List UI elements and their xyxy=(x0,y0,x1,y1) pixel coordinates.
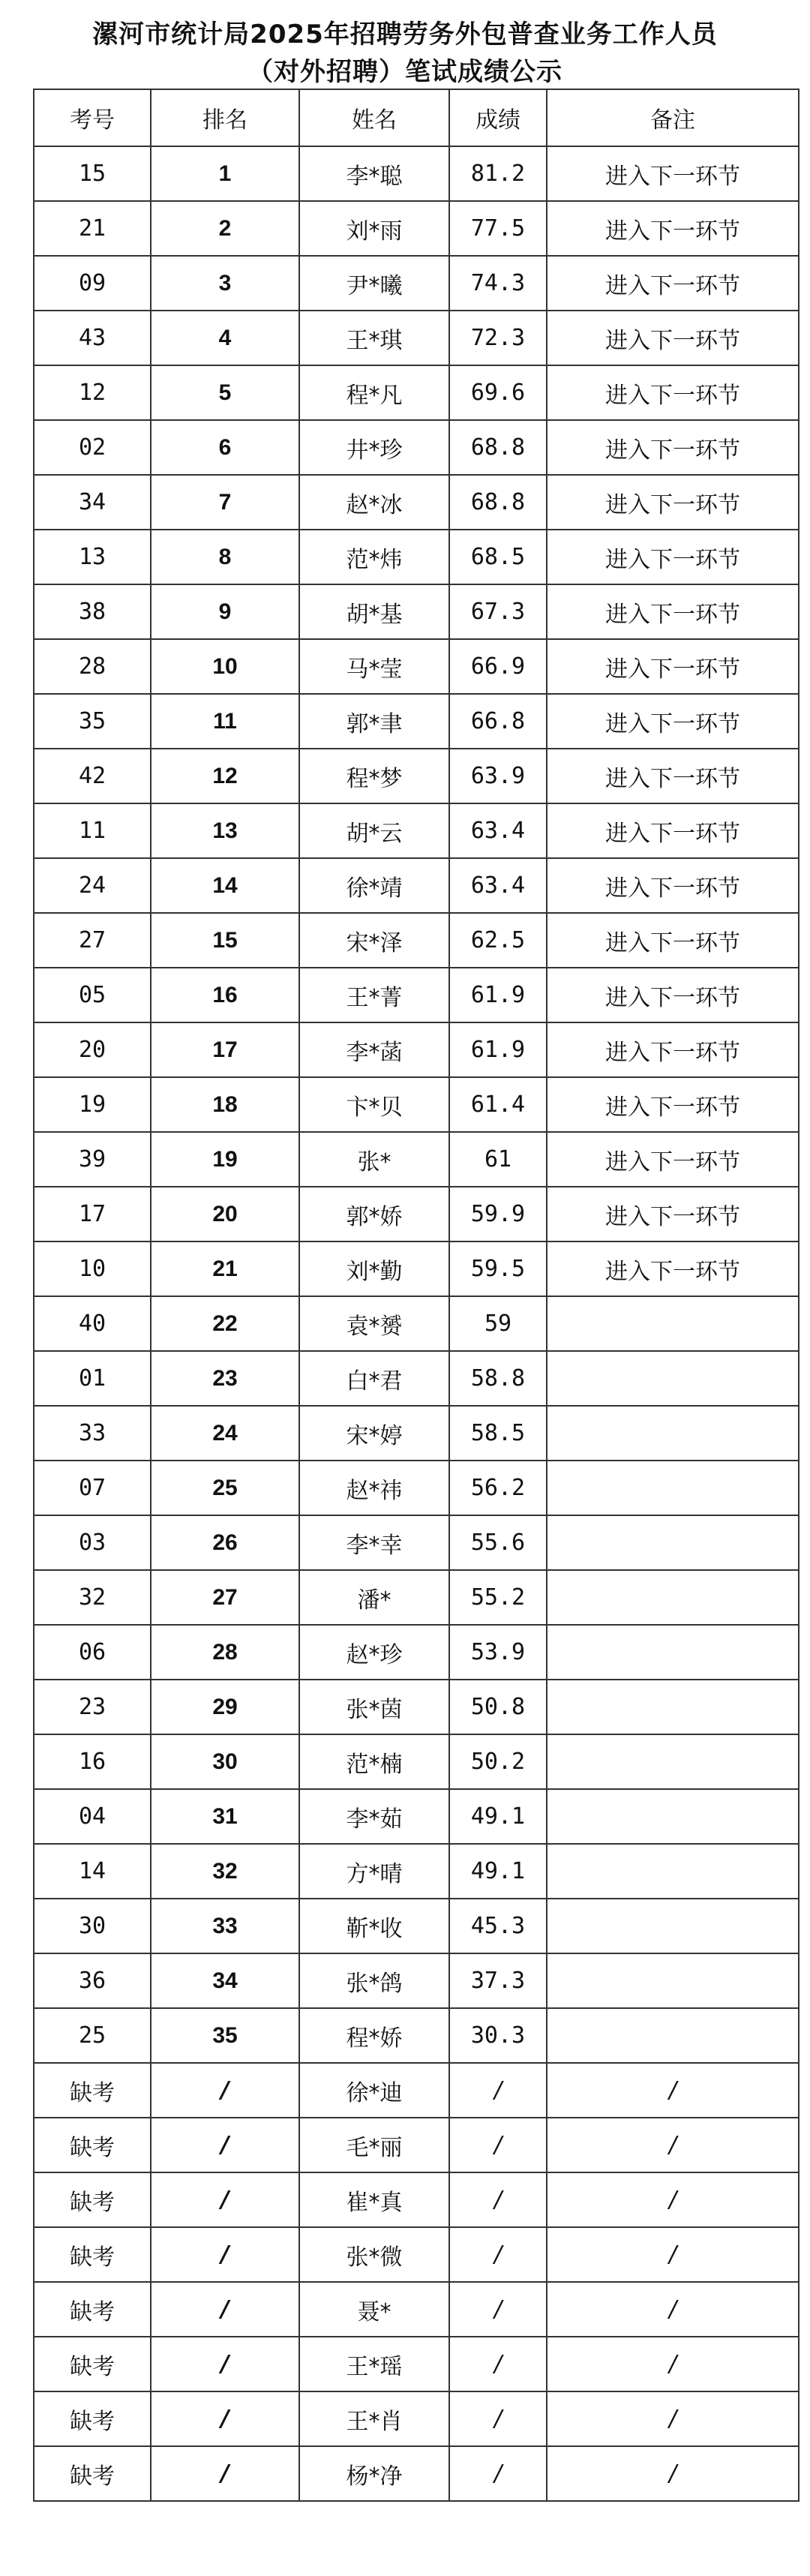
cell-score: 56.2 xyxy=(449,1461,547,1515)
cell-score: 68.8 xyxy=(449,420,547,475)
cell-exam-number: 27 xyxy=(34,913,151,968)
cell-exam-number: 02 xyxy=(34,420,151,475)
cell-exam-number: 28 xyxy=(34,639,151,694)
table-row xyxy=(34,1680,799,1734)
cell-name: 程*梦 xyxy=(299,749,449,803)
cell-remark: / xyxy=(547,2227,799,2282)
cell-name: 李*幸 xyxy=(299,1515,449,1570)
cell-name: 张*茵 xyxy=(299,1680,449,1734)
cell-remark: 进入下一环节 xyxy=(547,639,799,694)
cell-exam-number: 05 xyxy=(34,968,151,1022)
score-table xyxy=(33,89,800,2502)
cell-rank: 24 xyxy=(151,1406,299,1461)
cell-name: 李*聪 xyxy=(299,146,449,201)
cell-rank: 1 xyxy=(151,146,299,201)
cell-rank: / xyxy=(151,2063,299,2118)
cell-exam-number: 12 xyxy=(34,365,151,420)
cell-exam-number: 16 xyxy=(34,1734,151,1789)
cell-score: / xyxy=(449,2391,547,2446)
cell-name: 赵*祎 xyxy=(299,1461,449,1515)
cell-rank: 18 xyxy=(151,1077,299,1132)
cell-name: 胡*云 xyxy=(299,803,449,858)
cell-score: / xyxy=(449,2227,547,2282)
table-row xyxy=(34,2337,799,2391)
cell-rank: 4 xyxy=(151,311,299,365)
cell-exam-number: 40 xyxy=(34,1296,151,1351)
header-rank: 排名 xyxy=(151,89,299,146)
table-row xyxy=(34,146,799,201)
cell-score: 45.3 xyxy=(449,1899,547,1953)
cell-exam-number: 20 xyxy=(34,1022,151,1077)
cell-exam-number: 42 xyxy=(34,749,151,803)
cell-remark: 进入下一环节 xyxy=(547,475,799,530)
cell-rank: 6 xyxy=(151,420,299,475)
cell-name: 赵*珍 xyxy=(299,1625,449,1680)
cell-rank: / xyxy=(151,2282,299,2337)
cell-rank: 5 xyxy=(151,365,299,420)
cell-exam-number: 17 xyxy=(34,1187,151,1241)
cell-exam-number: 09 xyxy=(34,256,151,311)
cell-remark xyxy=(547,1789,799,1844)
cell-name: 范*楠 xyxy=(299,1734,449,1789)
cell-score: 50.2 xyxy=(449,1734,547,1789)
cell-exam-number: 缺考 xyxy=(34,2391,151,2446)
cell-exam-number: 10 xyxy=(34,1241,151,1296)
table-row xyxy=(34,1570,799,1625)
cell-rank: / xyxy=(151,2118,299,2172)
cell-remark: 进入下一环节 xyxy=(547,365,799,420)
cell-name: 卞*贝 xyxy=(299,1077,449,1132)
cell-name: 崔*真 xyxy=(299,2172,449,2227)
table-row xyxy=(34,1789,799,1844)
cell-exam-number: 缺考 xyxy=(34,2063,151,2118)
header-name: 姓名 xyxy=(299,89,449,146)
cell-score: / xyxy=(449,2446,547,2501)
cell-score: 58.5 xyxy=(449,1406,547,1461)
table-row xyxy=(34,2063,799,2118)
cell-name: 张*鸽 xyxy=(299,1953,449,2008)
cell-remark xyxy=(547,1899,799,1953)
cell-score: 61 xyxy=(449,1132,547,1187)
cell-score: 59.9 xyxy=(449,1187,547,1241)
cell-remark: 进入下一环节 xyxy=(547,858,799,913)
table-row xyxy=(34,256,799,311)
cell-exam-number: 30 xyxy=(34,1899,151,1953)
cell-exam-number: 06 xyxy=(34,1625,151,1680)
table-row xyxy=(34,2227,799,2282)
cell-exam-number: 11 xyxy=(34,803,151,858)
cell-remark: 进入下一环节 xyxy=(547,1187,799,1241)
header-score: 成绩 xyxy=(449,89,547,146)
cell-rank: 30 xyxy=(151,1734,299,1789)
cell-remark: 进入下一环节 xyxy=(547,913,799,968)
cell-score: 53.9 xyxy=(449,1625,547,1680)
cell-rank: / xyxy=(151,2391,299,2446)
cell-rank: 22 xyxy=(151,1296,299,1351)
table-row xyxy=(34,1461,799,1515)
cell-exam-number: 43 xyxy=(34,311,151,365)
cell-rank: 9 xyxy=(151,584,299,639)
cell-name: 张* xyxy=(299,1132,449,1187)
cell-remark: 进入下一环节 xyxy=(547,256,799,311)
cell-rank: 21 xyxy=(151,1241,299,1296)
table-header-row xyxy=(34,89,799,146)
cell-score: / xyxy=(449,2172,547,2227)
cell-rank: 29 xyxy=(151,1680,299,1734)
cell-name: 刘*雨 xyxy=(299,201,449,256)
cell-name: 程*凡 xyxy=(299,365,449,420)
cell-score: 58.8 xyxy=(449,1351,547,1406)
cell-score: 59 xyxy=(449,1296,547,1351)
cell-rank: 10 xyxy=(151,639,299,694)
cell-name: 王*琪 xyxy=(299,311,449,365)
cell-exam-number: 缺考 xyxy=(34,2227,151,2282)
cell-name: 胡*基 xyxy=(299,584,449,639)
cell-remark: 进入下一环节 xyxy=(547,694,799,749)
cell-remark xyxy=(547,1680,799,1734)
page-title: 漯河市统计局2025年招聘劳务外包普查业务工作人员 xyxy=(92,20,718,50)
cell-score: 77.5 xyxy=(449,201,547,256)
cell-name: 李*菡 xyxy=(299,1022,449,1077)
cell-remark xyxy=(547,1734,799,1789)
cell-remark: 进入下一环节 xyxy=(547,968,799,1022)
header-exam-number: 考号 xyxy=(34,89,151,146)
cell-score: / xyxy=(449,2118,547,2172)
cell-remark: 进入下一环节 xyxy=(547,146,799,201)
cell-score: 61.9 xyxy=(449,1022,547,1077)
cell-remark: 进入下一环节 xyxy=(547,749,799,803)
cell-name: 潘* xyxy=(299,1570,449,1625)
cell-rank: / xyxy=(151,2227,299,2282)
cell-exam-number: 38 xyxy=(34,584,151,639)
table-row xyxy=(34,858,799,913)
table-row xyxy=(34,201,799,256)
cell-exam-number: 缺考 xyxy=(34,2446,151,2501)
cell-rank: 13 xyxy=(151,803,299,858)
cell-remark: / xyxy=(547,2391,799,2446)
cell-remark xyxy=(547,1844,799,1899)
cell-rank: 12 xyxy=(151,749,299,803)
cell-exam-number: 25 xyxy=(34,2008,151,2063)
cell-remark: 进入下一环节 xyxy=(547,1241,799,1296)
cell-score: 74.3 xyxy=(449,256,547,311)
cell-name: 徐*迪 xyxy=(299,2063,449,2118)
cell-rank: 34 xyxy=(151,1953,299,2008)
table-row xyxy=(34,968,799,1022)
cell-remark: 进入下一环节 xyxy=(547,584,799,639)
cell-name: 范*炜 xyxy=(299,530,449,584)
table-row xyxy=(34,749,799,803)
cell-score: 59.5 xyxy=(449,1241,547,1296)
table-row xyxy=(34,2446,799,2501)
cell-name: 井*珍 xyxy=(299,420,449,475)
cell-name: 郭*聿 xyxy=(299,694,449,749)
cell-remark xyxy=(547,1461,799,1515)
table-row xyxy=(34,803,799,858)
cell-remark: 进入下一环节 xyxy=(547,311,799,365)
cell-remark xyxy=(547,1953,799,2008)
cell-rank: 35 xyxy=(151,2008,299,2063)
cell-name: 王*菁 xyxy=(299,968,449,1022)
cell-score: 49.1 xyxy=(449,1789,547,1844)
cell-remark xyxy=(547,1570,799,1625)
cell-remark: 进入下一环节 xyxy=(547,803,799,858)
cell-remark xyxy=(547,1625,799,1680)
cell-remark: / xyxy=(547,2118,799,2172)
cell-exam-number: 24 xyxy=(34,858,151,913)
cell-score: 66.9 xyxy=(449,639,547,694)
cell-rank: 14 xyxy=(151,858,299,913)
table-row xyxy=(34,2391,799,2446)
cell-rank: 3 xyxy=(151,256,299,311)
cell-exam-number: 07 xyxy=(34,1461,151,1515)
cell-exam-number: 23 xyxy=(34,1680,151,1734)
cell-rank: 31 xyxy=(151,1789,299,1844)
cell-remark: 进入下一环节 xyxy=(547,1022,799,1077)
cell-score: 63.4 xyxy=(449,858,547,913)
cell-name: 王*肖 xyxy=(299,2391,449,2446)
cell-name: 赵*冰 xyxy=(299,475,449,530)
cell-rank: 20 xyxy=(151,1187,299,1241)
cell-score: 55.6 xyxy=(449,1515,547,1570)
cell-name: 宋*婷 xyxy=(299,1406,449,1461)
cell-remark: 进入下一环节 xyxy=(547,420,799,475)
table-row xyxy=(34,1351,799,1406)
table-row xyxy=(34,1734,799,1789)
cell-exam-number: 35 xyxy=(34,694,151,749)
table-row xyxy=(34,530,799,584)
cell-score: 68.5 xyxy=(449,530,547,584)
cell-name: 袁*赟 xyxy=(299,1296,449,1351)
cell-exam-number: 04 xyxy=(34,1789,151,1844)
cell-exam-number: 缺考 xyxy=(34,2282,151,2337)
cell-rank: 32 xyxy=(151,1844,299,1899)
page-subtitle: （对外招聘）笔试成绩公示 xyxy=(248,57,562,87)
cell-name: 聂* xyxy=(299,2282,449,2337)
cell-score: / xyxy=(449,2063,547,2118)
cell-exam-number: 39 xyxy=(34,1132,151,1187)
cell-score: 69.6 xyxy=(449,365,547,420)
cell-score: 81.2 xyxy=(449,146,547,201)
cell-rank: 25 xyxy=(151,1461,299,1515)
table-row xyxy=(34,1187,799,1241)
table-row xyxy=(34,420,799,475)
table-row xyxy=(34,1296,799,1351)
cell-remark: 进入下一环节 xyxy=(547,530,799,584)
cell-rank: 11 xyxy=(151,694,299,749)
cell-exam-number: 缺考 xyxy=(34,2337,151,2391)
table-row xyxy=(34,2008,799,2063)
cell-name: 刘*勤 xyxy=(299,1241,449,1296)
cell-remark: / xyxy=(547,2063,799,2118)
cell-score: 30.3 xyxy=(449,2008,547,2063)
cell-rank: 33 xyxy=(151,1899,299,1953)
cell-rank: / xyxy=(151,2337,299,2391)
cell-rank: 19 xyxy=(151,1132,299,1187)
cell-score: 67.3 xyxy=(449,584,547,639)
cell-exam-number: 34 xyxy=(34,475,151,530)
table-row xyxy=(34,2282,799,2337)
cell-name: 毛*丽 xyxy=(299,2118,449,2172)
table-row xyxy=(34,913,799,968)
cell-score: 63.9 xyxy=(449,749,547,803)
cell-exam-number: 21 xyxy=(34,201,151,256)
table-row xyxy=(34,694,799,749)
cell-name: 宋*泽 xyxy=(299,913,449,968)
cell-name: 杨*净 xyxy=(299,2446,449,2501)
cell-exam-number: 01 xyxy=(34,1351,151,1406)
cell-remark: / xyxy=(547,2446,799,2501)
cell-rank: 23 xyxy=(151,1351,299,1406)
cell-rank: 8 xyxy=(151,530,299,584)
cell-name: 方*晴 xyxy=(299,1844,449,1899)
table-row xyxy=(34,639,799,694)
cell-score: 66.8 xyxy=(449,694,547,749)
cell-remark xyxy=(547,1515,799,1570)
cell-exam-number: 缺考 xyxy=(34,2172,151,2227)
cell-score: / xyxy=(449,2282,547,2337)
table-row xyxy=(34,2118,799,2172)
cell-name: 王*瑶 xyxy=(299,2337,449,2391)
cell-name: 徐*靖 xyxy=(299,858,449,913)
cell-score: 62.5 xyxy=(449,913,547,968)
table-row xyxy=(34,2172,799,2227)
table-row xyxy=(34,584,799,639)
cell-exam-number: 13 xyxy=(34,530,151,584)
cell-remark xyxy=(547,1351,799,1406)
cell-rank: / xyxy=(151,2446,299,2501)
cell-name: 白*君 xyxy=(299,1351,449,1406)
cell-score: 61.9 xyxy=(449,968,547,1022)
table-row xyxy=(34,1515,799,1570)
table-row xyxy=(34,1022,799,1077)
cell-name: 尹*曦 xyxy=(299,256,449,311)
cell-score: 49.1 xyxy=(449,1844,547,1899)
cell-rank: 28 xyxy=(151,1625,299,1680)
cell-score: 63.4 xyxy=(449,803,547,858)
cell-score: 37.3 xyxy=(449,1953,547,2008)
table-row xyxy=(34,1406,799,1461)
table-row xyxy=(34,1899,799,1953)
cell-exam-number: 32 xyxy=(34,1570,151,1625)
cell-remark xyxy=(547,1296,799,1351)
cell-score: 55.2 xyxy=(449,1570,547,1625)
cell-score: 50.8 xyxy=(449,1680,547,1734)
cell-rank: 7 xyxy=(151,475,299,530)
cell-rank: 26 xyxy=(151,1515,299,1570)
cell-exam-number: 14 xyxy=(34,1844,151,1899)
table-row xyxy=(34,311,799,365)
cell-rank: 17 xyxy=(151,1022,299,1077)
cell-name: 李*茹 xyxy=(299,1789,449,1844)
table-row xyxy=(34,1077,799,1132)
cell-exam-number: 36 xyxy=(34,1953,151,2008)
cell-name: 靳*收 xyxy=(299,1899,449,1953)
cell-remark xyxy=(547,2008,799,2063)
cell-remark: 进入下一环节 xyxy=(547,201,799,256)
table-row xyxy=(34,1625,799,1680)
cell-name: 程*娇 xyxy=(299,2008,449,2063)
cell-exam-number: 15 xyxy=(34,146,151,201)
cell-score: 72.3 xyxy=(449,311,547,365)
cell-rank: 2 xyxy=(151,201,299,256)
cell-exam-number: 03 xyxy=(34,1515,151,1570)
header-remark: 备注 xyxy=(547,89,799,146)
cell-name: 马*莹 xyxy=(299,639,449,694)
table-row xyxy=(34,475,799,530)
table-row xyxy=(34,365,799,420)
cell-remark: / xyxy=(547,2172,799,2227)
cell-score: 68.8 xyxy=(449,475,547,530)
cell-remark xyxy=(547,1406,799,1461)
cell-name: 郭*娇 xyxy=(299,1187,449,1241)
cell-rank: / xyxy=(151,2172,299,2227)
cell-exam-number: 缺考 xyxy=(34,2118,151,2172)
table-row xyxy=(34,1844,799,1899)
cell-remark: / xyxy=(547,2282,799,2337)
table-body xyxy=(34,146,799,2501)
cell-rank: 27 xyxy=(151,1570,299,1625)
table-row xyxy=(34,1953,799,2008)
cell-exam-number: 33 xyxy=(34,1406,151,1461)
cell-remark: / xyxy=(547,2337,799,2391)
cell-name: 张*微 xyxy=(299,2227,449,2282)
cell-remark: 进入下一环节 xyxy=(547,1132,799,1187)
cell-score: 61.4 xyxy=(449,1077,547,1132)
cell-rank: 15 xyxy=(151,913,299,968)
cell-rank: 16 xyxy=(151,968,299,1022)
cell-remark: 进入下一环节 xyxy=(547,1077,799,1132)
table-row xyxy=(34,1132,799,1187)
cell-exam-number: 19 xyxy=(34,1077,151,1132)
table-row xyxy=(34,1241,799,1296)
cell-score: / xyxy=(449,2337,547,2391)
